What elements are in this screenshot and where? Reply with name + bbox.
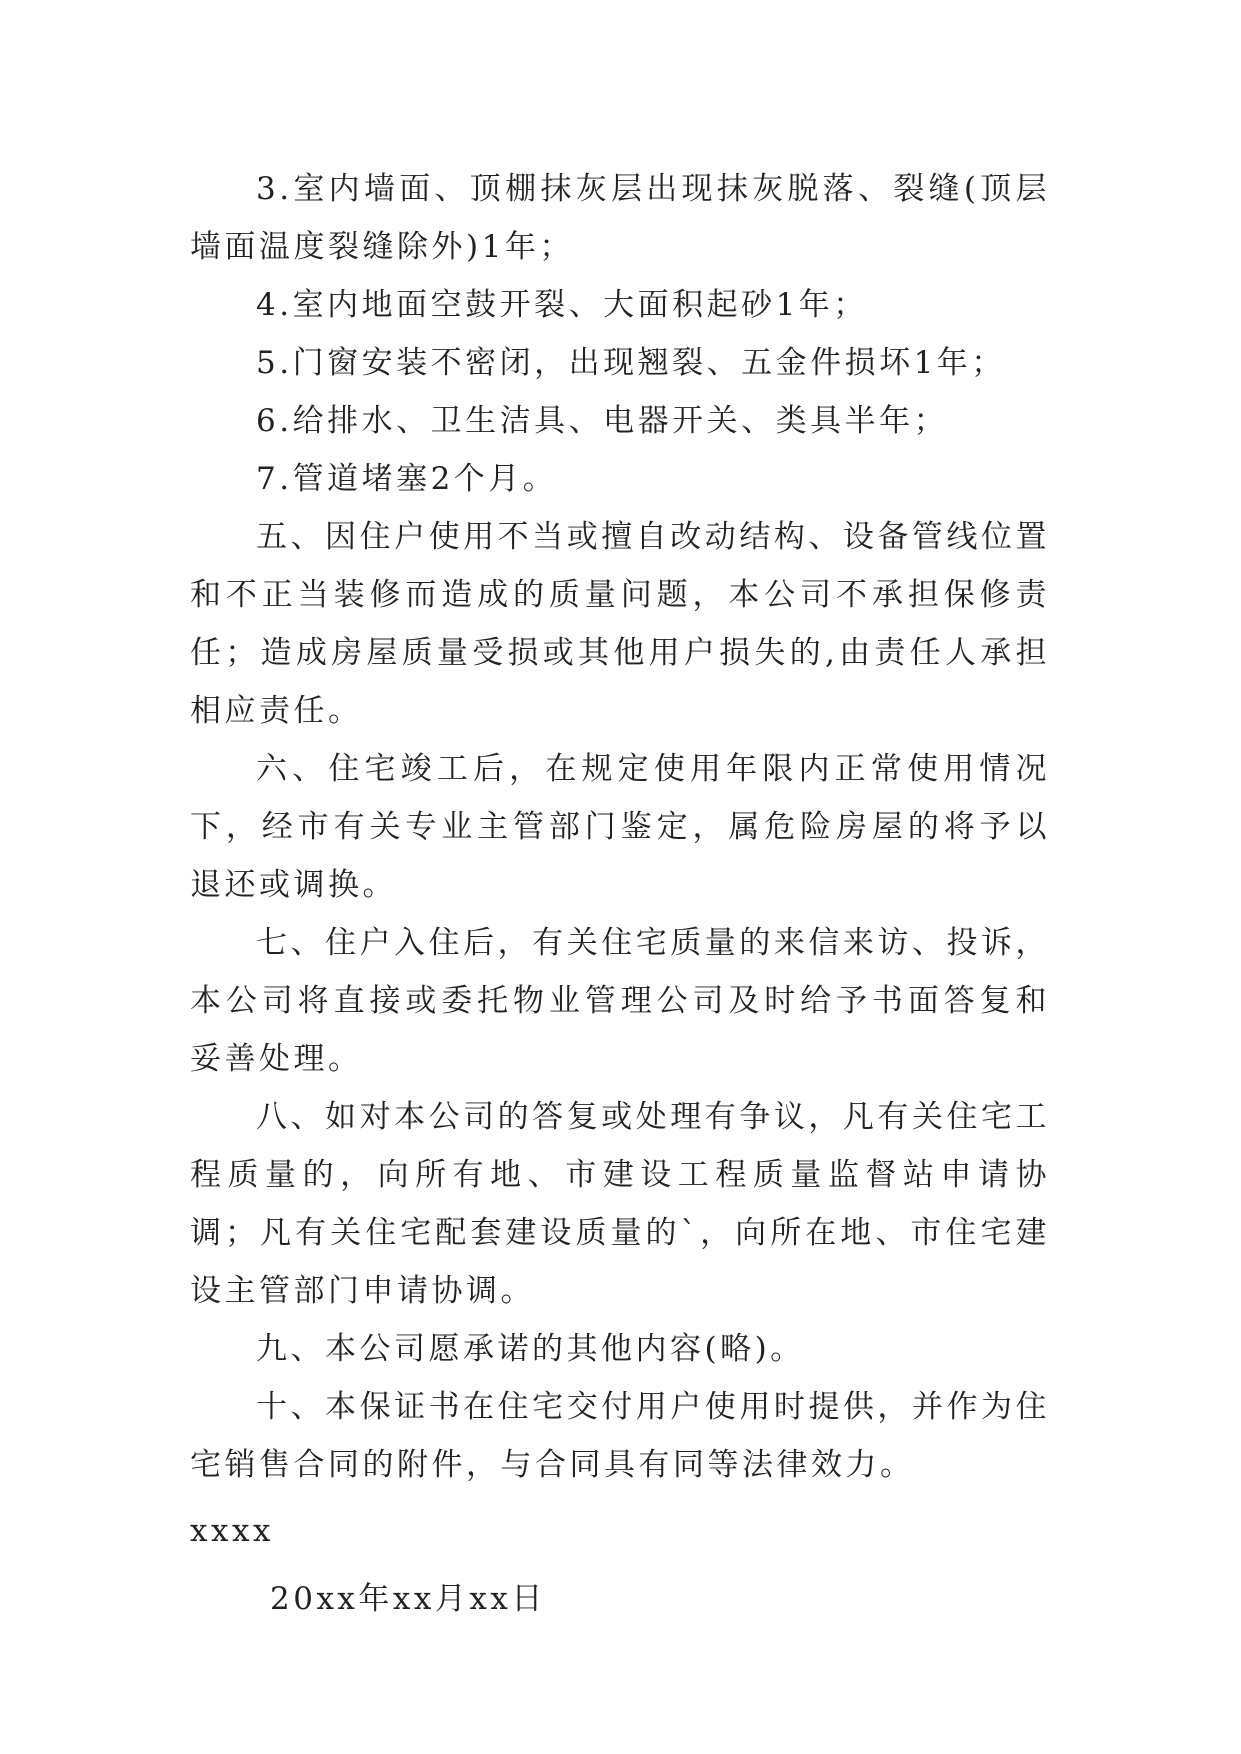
paragraph-item-7: 7.管道堵塞2个月。 [256, 461, 558, 497]
paragraph-section-5: 五、因住户使用不当或擅自改动结构、设备管线位置和不正当装修而造成的质量问题，本公司不承担保修责任；造成房屋质量受损或其他用户损失的,由责任人承担相应责任。 [190, 519, 1050, 729]
paragraph-item-3: 3.室内墙面、顶棚抹灰层出现抹灰脱落、裂缝(顶层墙面温度裂缝除外)1年； [190, 171, 1050, 265]
document-body [190, 160, 1050, 1628]
paragraph-item-4: 4.室内地面空鼓开裂、大面积起砂1年； [256, 287, 868, 323]
signature-name: xxxx [190, 1513, 274, 1549]
paragraph-item-5: 5.门窗安装不密闭，出现翘裂、五金件损坏1年； [256, 345, 1006, 381]
paragraph-section-7: 七、住户入住后，有关住宅质量的来信来访、投诉，本公司将直接或委托物业管理公司及时给予书面答复和妥善处理。 [190, 925, 1050, 1077]
paragraph-section-6: 六、住宅竣工后，在规定使用年限内正常使用情况下，经市有关专业主管部门鉴定，属危险房屋的将予以退还或调换。 [190, 751, 1050, 903]
paragraph-section-10: 十、本保证书在住宅交付用户使用时提供，并作为住宅销售合同的附件，与合同具有同等法律效力。 [190, 1389, 1050, 1483]
paragraph-section-9: 九、本公司愿承诺的其他内容(略)。 [256, 1331, 805, 1367]
paragraph-item-6: 6.给排水、卫生洁具、电器开关、类具半年； [256, 403, 949, 439]
paragraph-section-8: 八、如对本公司的答复或处理有争议，凡有关住宅工程质量的，向所有地、市建设工程质量监督站申请协调；凡有关住宅配套建设质量的`，向所在地、市住宅建设主管部门申请协调。 [190, 1099, 1050, 1309]
signature-date: 20xx年xx月xx日 [270, 1581, 546, 1617]
